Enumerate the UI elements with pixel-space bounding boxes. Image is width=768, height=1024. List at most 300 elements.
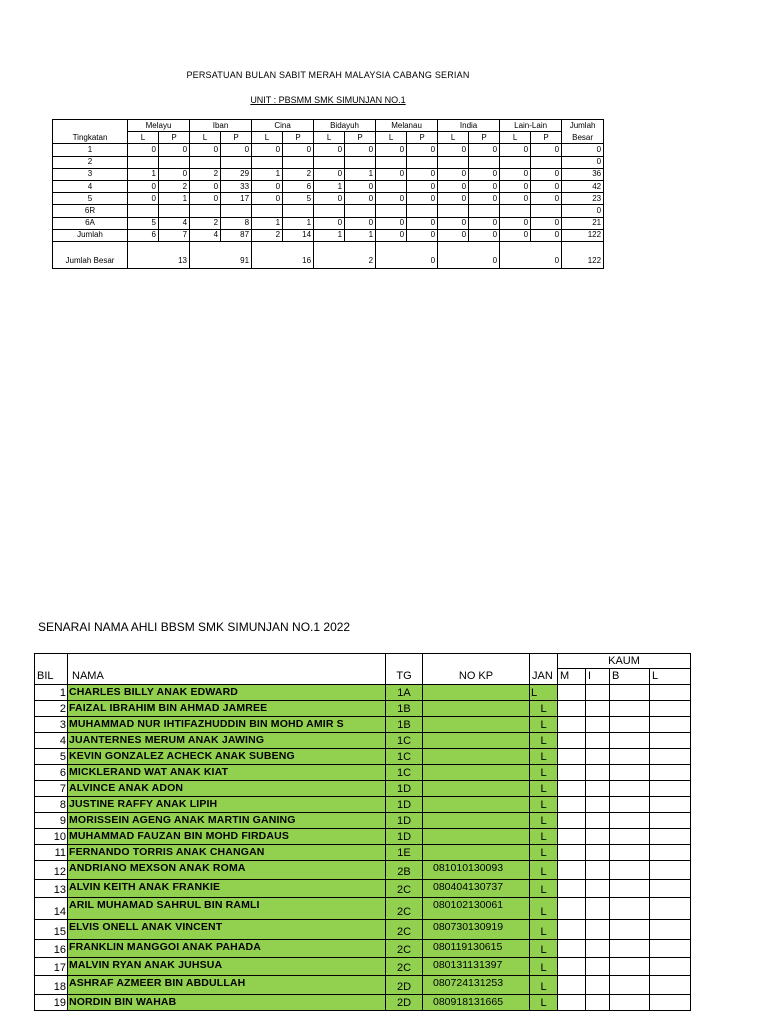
member-tingkatan: 2C xyxy=(386,940,423,958)
count-cell xyxy=(190,205,221,217)
total-cell: 21 xyxy=(562,217,604,229)
count-cell xyxy=(252,156,283,168)
member-name: CHARLES BILLY ANAK EDWARD xyxy=(68,685,386,701)
member-bil: 12 xyxy=(35,861,68,880)
count-cell: 0 xyxy=(190,193,221,205)
summary-title: PERSATUAN BULAN SABIT MERAH MALAYSIA CABANG SERIAN xyxy=(186,70,470,80)
besar-header: Besar xyxy=(562,132,604,144)
kaum-m-cell xyxy=(558,976,586,995)
member-no-kp: 080730130919 xyxy=(423,920,530,940)
kaum-l-cell xyxy=(650,845,691,861)
count-cell xyxy=(438,156,469,168)
kaum-i-cell xyxy=(586,976,610,995)
p-header: P xyxy=(407,132,438,144)
member-row xyxy=(35,940,691,958)
count-cell xyxy=(407,156,438,168)
member-row xyxy=(35,845,691,861)
count-cell xyxy=(128,156,159,168)
count-cell: 0 xyxy=(500,217,531,229)
member-tingkatan: 2C xyxy=(386,920,423,940)
member-row xyxy=(35,880,691,898)
member-bil: 10 xyxy=(35,829,68,845)
count-cell xyxy=(314,156,345,168)
count-cell: 0 xyxy=(345,180,376,192)
member-bil: 5 xyxy=(35,749,68,765)
member-no-kp: 080131131397 xyxy=(423,958,530,976)
member-no-kp xyxy=(423,717,530,733)
tingkatan-label: 2 xyxy=(53,156,128,168)
count-cell: 0 xyxy=(190,180,221,192)
l-header: L xyxy=(128,132,159,144)
kaum-m-cell xyxy=(558,781,586,797)
count-cell xyxy=(500,205,531,217)
summary-row xyxy=(53,180,604,192)
member-jantina: L xyxy=(530,995,558,1011)
kaum-m-cell xyxy=(558,733,586,749)
kaum-header: KAUM xyxy=(558,654,691,669)
member-no-kp xyxy=(423,733,530,749)
kaum-i-cell xyxy=(586,995,610,1011)
member-tingkatan: 2B xyxy=(386,861,423,880)
count-cell: 0 xyxy=(500,229,531,241)
jan-header-blank xyxy=(530,654,558,669)
kaum-m-cell xyxy=(558,958,586,976)
count-cell xyxy=(407,205,438,217)
total-cell: 122 xyxy=(562,229,604,241)
kaum-b-cell xyxy=(610,829,650,845)
count-cell: 0 xyxy=(531,193,562,205)
kaum-b-cell xyxy=(610,861,650,880)
jumlah-besar-label: Jumlah Besar xyxy=(53,241,128,268)
count-cell xyxy=(345,156,376,168)
member-tingkatan: 1A xyxy=(386,685,423,701)
count-cell: 0 xyxy=(128,144,159,156)
tingkatan-label: 6R xyxy=(53,205,128,217)
kaum-b-cell xyxy=(610,995,650,1011)
tingkatan-label: 6A xyxy=(53,217,128,229)
kaum-l-cell xyxy=(650,781,691,797)
kaum-b-cell xyxy=(610,940,650,958)
member-jantina: L xyxy=(530,765,558,781)
count-cell: 1 xyxy=(252,168,283,180)
count-cell: 2 xyxy=(252,229,283,241)
count-cell: 0 xyxy=(314,193,345,205)
count-cell: 1 xyxy=(314,229,345,241)
kaum-m-cell xyxy=(558,797,586,813)
member-jantina: L xyxy=(530,749,558,765)
count-cell: 0 xyxy=(376,193,407,205)
count-cell: 7 xyxy=(159,229,190,241)
count-cell: 0 xyxy=(128,193,159,205)
member-row xyxy=(35,958,691,976)
total-cell: 0 xyxy=(562,144,604,156)
tingkatan-header: Tingkatan xyxy=(53,132,128,144)
count-cell xyxy=(252,205,283,217)
count-cell: 1 xyxy=(345,168,376,180)
total-cell: 36 xyxy=(562,168,604,180)
count-cell: 0 xyxy=(376,168,407,180)
count-cell: 0 xyxy=(252,180,283,192)
count-cell: 33 xyxy=(221,180,252,192)
grand-total-cell: 122 xyxy=(562,241,604,268)
tingkatan-label: 3 xyxy=(53,168,128,180)
summary-table xyxy=(52,119,604,269)
member-row xyxy=(35,717,691,733)
kaum-m-cell xyxy=(558,685,586,701)
kaum-l-cell xyxy=(650,701,691,717)
tingkatan-label: 5 xyxy=(53,193,128,205)
member-tingkatan: 2D xyxy=(386,995,423,1011)
count-cell: 0 xyxy=(159,144,190,156)
member-bil: 15 xyxy=(35,920,68,940)
member-jantina: L xyxy=(530,829,558,845)
count-cell: 0 xyxy=(500,180,531,192)
count-cell: 0 xyxy=(376,217,407,229)
member-no-kp xyxy=(423,765,530,781)
kaum-l-cell xyxy=(650,958,691,976)
count-cell: 0 xyxy=(345,144,376,156)
count-cell: 14 xyxy=(283,229,314,241)
member-jantina: L xyxy=(530,880,558,898)
kaum-l-cell xyxy=(650,898,691,920)
total-cell: 0 xyxy=(562,205,604,217)
member-name: FERNANDO TORRIS ANAK CHANGAN xyxy=(68,845,386,861)
kaum-i-cell xyxy=(586,765,610,781)
p-header: P xyxy=(159,132,190,144)
summary-row xyxy=(53,205,604,217)
member-tingkatan: 1C xyxy=(386,765,423,781)
kaum-b-cell xyxy=(610,976,650,995)
kaum-i-cell xyxy=(586,781,610,797)
kaum-b-cell xyxy=(610,685,650,701)
count-cell: 1 xyxy=(283,217,314,229)
member-row xyxy=(35,861,691,880)
member-bil: 16 xyxy=(35,940,68,958)
member-jantina: L xyxy=(530,813,558,829)
member-jantina: L xyxy=(530,797,558,813)
count-cell: 0 xyxy=(531,217,562,229)
member-bil: 18 xyxy=(35,976,68,995)
member-no-kp: 081010130093 xyxy=(423,861,530,880)
members-header-row-2 xyxy=(35,669,691,685)
bil-header: BIL xyxy=(35,669,68,685)
kaum-l-cell xyxy=(650,920,691,940)
count-cell xyxy=(283,156,314,168)
tingkatan-header-blank xyxy=(53,120,128,132)
count-cell xyxy=(376,156,407,168)
member-name: MORISSEIN AGENG ANAK MARTIN GANING xyxy=(68,813,386,829)
group-total-cell: 91 xyxy=(190,241,252,268)
p-header: P xyxy=(531,132,562,144)
member-bil: 13 xyxy=(35,880,68,898)
p-header: P xyxy=(469,132,500,144)
kaum-i-cell xyxy=(586,797,610,813)
l-header: L xyxy=(500,132,531,144)
member-no-kp xyxy=(423,797,530,813)
group-header: Cina xyxy=(252,120,314,132)
count-cell: 5 xyxy=(283,193,314,205)
member-tingkatan: 1C xyxy=(386,733,423,749)
member-jantina: L xyxy=(530,958,558,976)
kaum-b-cell xyxy=(610,733,650,749)
summary-row xyxy=(53,217,604,229)
kaum-b-cell xyxy=(610,920,650,940)
member-row xyxy=(35,733,691,749)
group-header: Melanau xyxy=(376,120,438,132)
count-cell: 1 xyxy=(128,168,159,180)
member-no-kp xyxy=(423,829,530,845)
kaum-b-cell xyxy=(610,813,650,829)
member-tingkatan: 1C xyxy=(386,749,423,765)
member-no-kp xyxy=(423,685,530,701)
member-no-kp xyxy=(423,845,530,861)
kaum-l-cell xyxy=(650,685,691,701)
member-row xyxy=(35,976,691,995)
member-name: ARIL MUHAMAD SAHRUL BIN RAMLI xyxy=(68,898,386,920)
count-cell: 0 xyxy=(252,144,283,156)
member-jantina: L xyxy=(530,940,558,958)
kaum-l-header: L xyxy=(650,669,691,685)
kaum-m-cell xyxy=(558,829,586,845)
member-tingkatan: 1B xyxy=(386,701,423,717)
count-cell: 0 xyxy=(314,168,345,180)
member-no-kp: 080404130737 xyxy=(423,880,530,898)
kaum-i-cell xyxy=(586,958,610,976)
members-title: SENARAI NAMA AHLI BBSM SMK SIMUNJAN NO.1 2022 xyxy=(38,620,351,634)
member-tingkatan: 2D xyxy=(386,976,423,995)
kaum-b-cell xyxy=(610,880,650,898)
member-name: NORDIN BIN WAHAB xyxy=(68,995,386,1011)
member-no-kp xyxy=(423,781,530,797)
nokp-header-blank xyxy=(423,654,530,669)
count-cell: 4 xyxy=(190,229,221,241)
count-cell: 2 xyxy=(190,217,221,229)
kaum-m-cell xyxy=(558,845,586,861)
count-cell: 2 xyxy=(190,168,221,180)
member-row xyxy=(35,829,691,845)
count-cell: 0 xyxy=(438,144,469,156)
count-cell: 0 xyxy=(531,229,562,241)
kaum-m-cell xyxy=(558,813,586,829)
member-row xyxy=(35,813,691,829)
count-cell: 0 xyxy=(159,168,190,180)
member-tingkatan: 1D xyxy=(386,813,423,829)
count-cell: 5 xyxy=(128,217,159,229)
kaum-l-cell xyxy=(650,733,691,749)
kaum-i-cell xyxy=(586,861,610,880)
kaum-m-cell xyxy=(558,749,586,765)
member-row xyxy=(35,797,691,813)
member-jantina: L xyxy=(530,845,558,861)
kaum-m-cell xyxy=(558,717,586,733)
count-cell xyxy=(531,205,562,217)
count-cell: 0 xyxy=(469,217,500,229)
kaum-l-cell xyxy=(650,765,691,781)
summary-row xyxy=(53,144,604,156)
count-cell: 0 xyxy=(469,193,500,205)
group-total-cell: 0 xyxy=(376,241,438,268)
group-total-cell: 0 xyxy=(438,241,500,268)
nama-header-blank xyxy=(68,654,386,669)
members-header-row-1 xyxy=(35,654,691,669)
kaum-i-cell xyxy=(586,685,610,701)
member-tingkatan: 1D xyxy=(386,797,423,813)
member-name: MALVIN RYAN ANAK JUHSUA xyxy=(68,958,386,976)
member-row xyxy=(35,995,691,1011)
kaum-i-header: I xyxy=(586,669,610,685)
count-cell xyxy=(221,156,252,168)
kaum-l-cell xyxy=(650,813,691,829)
member-bil: 1 xyxy=(35,685,68,701)
count-cell xyxy=(500,156,531,168)
kaum-b-cell xyxy=(610,845,650,861)
kaum-m-cell xyxy=(558,880,586,898)
member-tingkatan: 1B xyxy=(386,717,423,733)
member-tingkatan: 1D xyxy=(386,781,423,797)
kaum-b-cell xyxy=(610,898,650,920)
count-cell: 2 xyxy=(159,180,190,192)
count-cell: 0 xyxy=(314,144,345,156)
member-bil: 2 xyxy=(35,701,68,717)
member-bil: 11 xyxy=(35,845,68,861)
members-table xyxy=(34,653,691,1011)
tingkatan-label: Jumlah xyxy=(53,229,128,241)
kaum-b-cell xyxy=(610,797,650,813)
member-bil: 19 xyxy=(35,995,68,1011)
kaum-l-cell xyxy=(650,797,691,813)
summary-header-row-groups xyxy=(53,120,604,132)
count-cell: 0 xyxy=(407,229,438,241)
count-cell: 29 xyxy=(221,168,252,180)
member-name: JUANTERNES MERUM ANAK JAWING xyxy=(68,733,386,749)
count-cell: 0 xyxy=(438,193,469,205)
jumlah-header: Jumlah xyxy=(562,120,604,132)
group-header: Melayu xyxy=(128,120,190,132)
kaum-b-cell xyxy=(610,958,650,976)
kaum-i-cell xyxy=(586,829,610,845)
count-cell: 0 xyxy=(469,229,500,241)
kaum-m-cell xyxy=(558,920,586,940)
kaum-l-cell xyxy=(650,976,691,995)
tingkatan-label: 4 xyxy=(53,180,128,192)
member-jantina: L xyxy=(530,781,558,797)
kaum-l-cell xyxy=(650,829,691,845)
kaum-m-cell xyxy=(558,701,586,717)
count-cell: 8 xyxy=(221,217,252,229)
count-cell xyxy=(345,205,376,217)
tg-header-blank xyxy=(386,654,423,669)
count-cell: 87 xyxy=(221,229,252,241)
count-cell: 0 xyxy=(531,144,562,156)
summary-row xyxy=(53,193,604,205)
count-cell xyxy=(159,156,190,168)
count-cell xyxy=(128,205,159,217)
kaum-l-cell xyxy=(650,717,691,733)
member-name: MICKLERAND WAT ANAK KIAT xyxy=(68,765,386,781)
count-cell: 0 xyxy=(407,217,438,229)
member-no-kp xyxy=(423,749,530,765)
l-header: L xyxy=(190,132,221,144)
jumlah-besar-row xyxy=(53,241,604,268)
member-tingkatan: 2C xyxy=(386,898,423,920)
count-cell xyxy=(159,205,190,217)
total-cell: 42 xyxy=(562,180,604,192)
kaum-l-cell xyxy=(650,995,691,1011)
count-cell: 0 xyxy=(438,168,469,180)
count-cell: 0 xyxy=(500,193,531,205)
count-cell xyxy=(190,156,221,168)
member-row xyxy=(35,749,691,765)
count-cell: 1 xyxy=(159,193,190,205)
member-name: ALVINCE ANAK ADON xyxy=(68,781,386,797)
kaum-i-cell xyxy=(586,880,610,898)
group-header: Lain-Lain xyxy=(500,120,562,132)
count-cell xyxy=(438,205,469,217)
count-cell: 0 xyxy=(345,217,376,229)
member-jantina: L xyxy=(530,920,558,940)
kaum-i-cell xyxy=(586,733,610,749)
summary-header-row-lp xyxy=(53,132,604,144)
member-name: ASHRAF AZMEER BIN ABDULLAH xyxy=(68,976,386,995)
l-header: L xyxy=(252,132,283,144)
member-name: MUHAMMAD FAUZAN BIN MOHD FIRDAUS xyxy=(68,829,386,845)
kaum-i-cell xyxy=(586,940,610,958)
count-cell: 0 xyxy=(438,229,469,241)
kaum-m-cell xyxy=(558,940,586,958)
summary-row xyxy=(53,229,604,241)
summary-unit: UNIT : PBSMM SMK SIMUNJAN NO.1 xyxy=(250,95,406,105)
count-cell: 0 xyxy=(314,217,345,229)
count-cell: 0 xyxy=(469,168,500,180)
member-bil: 9 xyxy=(35,813,68,829)
count-cell: 0 xyxy=(438,217,469,229)
member-name: ELVIS ONELL ANAK VINCENT xyxy=(68,920,386,940)
member-row xyxy=(35,781,691,797)
kaum-m-cell xyxy=(558,765,586,781)
kaum-b-cell xyxy=(610,701,650,717)
member-row xyxy=(35,701,691,717)
count-cell: 0 xyxy=(469,180,500,192)
member-tingkatan: 1E xyxy=(386,845,423,861)
l-header: L xyxy=(438,132,469,144)
count-cell xyxy=(531,156,562,168)
count-cell: 1 xyxy=(345,229,376,241)
count-cell xyxy=(376,205,407,217)
member-jantina: L xyxy=(530,733,558,749)
member-name: MUHAMMAD NUR IHTIFAZHUDDIN BIN MOHD AMIR S xyxy=(68,717,386,733)
tg-header: TG xyxy=(386,669,423,685)
count-cell: 0 xyxy=(407,168,438,180)
kaum-l-cell xyxy=(650,880,691,898)
member-bil: 3 xyxy=(35,717,68,733)
count-cell: 6 xyxy=(128,229,159,241)
member-name: KEVIN GONZALEZ ACHECK ANAK SUBENG xyxy=(68,749,386,765)
count-cell: 0 xyxy=(345,193,376,205)
member-bil: 14 xyxy=(35,898,68,920)
member-no-kp: 080119130615 xyxy=(423,940,530,958)
member-bil: 7 xyxy=(35,781,68,797)
count-cell xyxy=(469,156,500,168)
count-cell: 0 xyxy=(438,180,469,192)
count-cell xyxy=(283,205,314,217)
member-row xyxy=(35,920,691,940)
l-header: L xyxy=(314,132,345,144)
kaum-l-cell xyxy=(650,861,691,880)
member-name: FRANKLIN MANGGOI ANAK PAHADA xyxy=(68,940,386,958)
l-header: L xyxy=(376,132,407,144)
count-cell: 1 xyxy=(252,217,283,229)
count-cell: 0 xyxy=(190,144,221,156)
